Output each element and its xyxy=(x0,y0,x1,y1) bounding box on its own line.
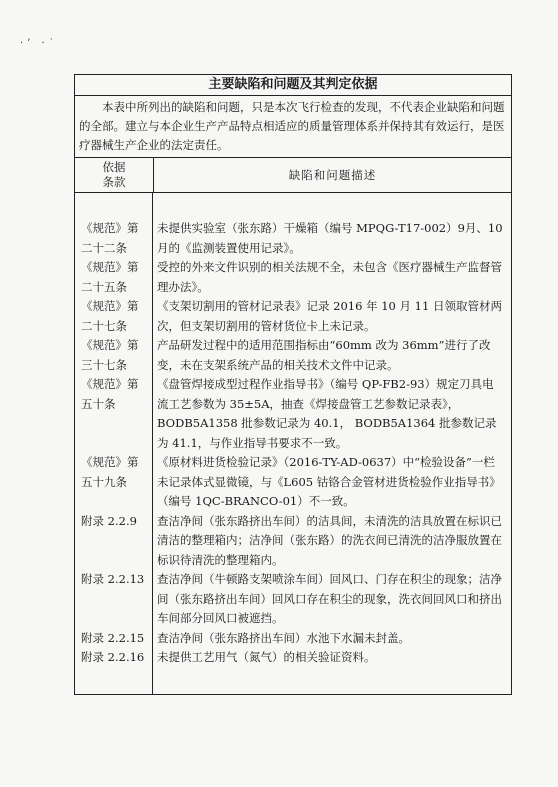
row-basis-line: 二十七条 xyxy=(81,318,127,333)
trailing-basis xyxy=(75,668,153,694)
table-row xyxy=(75,258,511,297)
row-basis-line: 附录 2.2.13 xyxy=(81,572,145,586)
header-basis-line2: 条款 xyxy=(102,175,126,189)
table-row xyxy=(75,648,511,668)
spacer-row xyxy=(75,193,511,219)
row-basis xyxy=(75,297,153,336)
row-basis-line: 《规范》第 xyxy=(81,299,139,313)
row-basis-line: 二十五条 xyxy=(81,279,127,294)
row-basis xyxy=(75,375,153,453)
row-basis xyxy=(75,336,153,375)
row-description: 查洁净间（牛顿路支架喷涂车间）回风口、门存在积尘的现象；洁净间（张东路挤出车间）回风口存在积尘的现象，洗衣间回风口和挤出车间部分回风口被遮挡。 xyxy=(157,572,502,625)
table-row xyxy=(75,297,511,336)
table-row xyxy=(75,512,511,571)
row-basis-line: 《规范》第 xyxy=(81,221,139,235)
table-row xyxy=(75,336,511,375)
row-basis-line: 《规范》第 xyxy=(81,377,139,391)
row-description: 《支架切割用的管材记录表》记录 2016 年 10 月 11 日领取管材两次，但支架切割用的管材货位卡上未记录。 xyxy=(157,299,502,333)
table-row xyxy=(75,453,511,512)
table-row xyxy=(75,375,511,453)
row-basis xyxy=(75,219,153,258)
row-description: 查洁净间（张东路挤出车间）的洁具间，未清洗的洁具放置在标识已清洁的整理箱内；洁净间（张东路）的洗衣间已清洗的洁净服放置在标识待清洗的整理箱内。 xyxy=(157,513,502,567)
header-description: 缺陷和问题描述 xyxy=(288,168,377,182)
row-basis-line: 五十条 xyxy=(81,396,116,411)
row-basis-line: 附录 2.2.9 xyxy=(81,513,137,528)
table-body xyxy=(75,219,511,668)
table-row xyxy=(75,219,511,258)
table-row xyxy=(75,629,511,649)
spacer-desc xyxy=(153,193,511,219)
header-basis xyxy=(75,158,154,192)
table-row xyxy=(75,570,511,629)
row-basis xyxy=(75,629,153,649)
table-header xyxy=(75,158,511,193)
row-basis xyxy=(75,570,153,629)
row-description: 查洁净间（张东路挤出车间）水池下水漏未封盖。 xyxy=(157,630,410,645)
row-basis xyxy=(75,648,153,668)
row-basis-line: 附录 2.2.16 xyxy=(81,650,145,664)
row-basis-line: 《规范》第 xyxy=(81,455,139,469)
row-basis xyxy=(75,258,153,297)
row-description: 《盘管焊接成型过程作业指导书》（编号 QP-FB2-93）规定刀具电流工艺参数为 35±5A，抽查《焊接盘管工艺参数记录表》， BODB5A1358 批参数记录为 40.1， BODB5A1364 批参数记录为 41.1，与作业指导书要求不一致。 xyxy=(157,377,497,450)
defects-table xyxy=(74,74,512,695)
row-basis-line: 二十二条 xyxy=(81,240,127,255)
row-basis xyxy=(75,453,153,512)
row-basis-line: 《规范》第 xyxy=(81,260,139,274)
row-description: 未提供实验室（张东路）干燥箱（编号 MPQG-T17-002）9月、10月的《监测装置使用记录》。 xyxy=(157,221,503,255)
scan-specks: ·’ ·˙ xyxy=(20,38,58,49)
row-description: 产品研发过程中的适用范围指标由“60mm 改为 36mm”进行了改变，未在支架系统产品的相关技术文件中记录。 xyxy=(157,338,491,372)
row-description: 未提供工艺用气（氮气）的相关验证资料。 xyxy=(157,650,376,664)
spacer-basis xyxy=(75,193,153,219)
row-description: 《原材料进货检验记录》（2016-TY-AD-0637）中“检验设备”一栏未记录体式显微镜，与《L605 钴铬合金管材进货检验作业指导书》（编号 1QC-BRANCO-01）不一致。 xyxy=(157,455,501,508)
trailing-desc xyxy=(153,668,511,694)
row-basis xyxy=(75,512,153,571)
row-basis-line: 三十七条 xyxy=(81,357,127,372)
trailing-row xyxy=(75,668,511,694)
row-basis-line: 五十九条 xyxy=(81,474,127,489)
table-title: 主要缺陷和问题及其判定依据 xyxy=(75,75,511,96)
row-basis-line: 《规范》第 xyxy=(81,338,139,352)
intro-paragraph: 本表中所列出的缺陷和问题，只是本次飞行检查的发现，不代表企业缺陷和问题的全部。建立与本企业生产产品特点相适应的质量管理体系并保持其有效运行，是医疗器械生产企业的法定责任。 xyxy=(75,96,511,158)
header-basis-line1: 依据 xyxy=(102,160,126,174)
row-description: 受控的外来文件识别的相关法规不全，未包含《医疗器械生产监督管理办法》。 xyxy=(157,260,502,294)
row-basis-line: 附录 2.2.15 xyxy=(81,630,145,645)
